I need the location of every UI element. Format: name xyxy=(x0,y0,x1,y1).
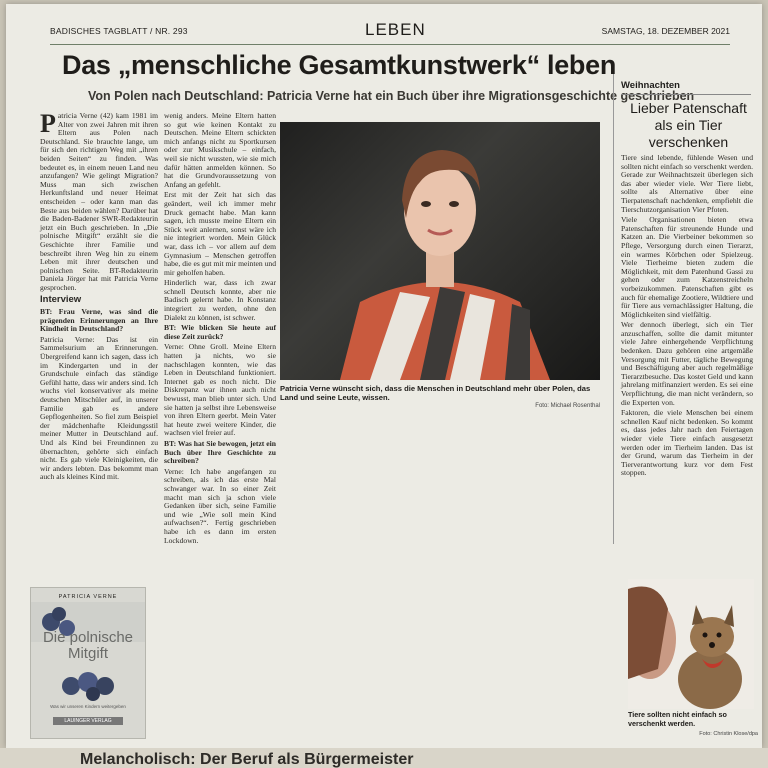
section-title: LEBEN xyxy=(365,20,426,39)
issue-date: SAMSTAG, 18. DEZEMBER 2021 xyxy=(601,26,730,36)
article-column-1 xyxy=(40,109,158,484)
masthead: BADISCHES TAGBLATT / NR. 293 xyxy=(50,26,188,36)
dog-illustration xyxy=(628,579,754,709)
dog-photo xyxy=(628,579,754,709)
sidebar-kicker: Weihnachten xyxy=(621,80,680,91)
book-cover xyxy=(30,587,146,739)
answer: Hinderlich war, dass ich zwar schnell Deutsch konnte, aber nie Badisch gelernt habe. In Konstanz integriert zu werden, ohne den Dialekt zu können, ist schwer. xyxy=(164,278,276,322)
sidebar-paragraph: Viele Organisationen bieten etwa Patenschaften für streunende Hunde und Katzen an. Die Vierbeiner bekommen so Pflege, Versorgung durch einen Tierarzt, ein warmes Körbchen oder Spielzeug. Viele Tierheime bieten zudem die Möglichkeit, mit dem Patenhund Gassi zu gehen oder zum Katzenstreicheln vorbeizukommen. Patenschaften gibt es auch für ehemalige Zootiere, Wildtiere und für Tiere aus vernachlässigter Haltung, die Möglichkeiten sind vielfältig. xyxy=(621,215,753,319)
drop-cap: P xyxy=(40,109,56,138)
answer: Patricia Verne: Das ist ein Sammelsurium an Erinnerungen. Übergreifend kann ich sagen, dass ich im Kindergarten und in der Grundschule einfach das ständige Gefühl hatte, dass wir anders sind. Ich wuchs viel konservativer als meine deutschen Mitschüler auf, in unserer Familie gab es andere Gepflogenheiten. So fiel zum Beispiel der mädchenhafte Kleidungsstil meiner Mutter in Deutschland auf. Und als Kind bei Freundinnen zu übernachten, gehörte sich einfach nicht. Es gab viele Kleinigkeiten, die wir anders lebten. Das bekommt man auch als kleines Kind mit. xyxy=(40,334,158,482)
dog-photo-credit: Foto: Christin Klose/dpa xyxy=(699,731,758,737)
answer: Verne: Ohne Groll. Meine Eltern hatten ja nichts, wo sie nachschlagen konnten, wie das Leben in Deutschland funktioniert. Internet gab es noch nicht. Die Diskrepanz war ihnen auch nicht bewusst, man blieb unter sich. Und sie hatten ja selbst ihre Lebensweise von ihren Eltern geerbt. Mein Vater hat heute zwei weitere Kinder, die wachsen viel freier auf. xyxy=(164,342,276,438)
sidebar-title: Lieber Patenschaft als ein Tier verschenken xyxy=(630,100,747,150)
article-subhead: Von Polen nach Deutschland: Patricia Verne hat ein Buch über ihre Migrationsgeschichte geschrieben xyxy=(88,89,695,103)
column-divider xyxy=(613,74,614,544)
portrait-illustration xyxy=(280,122,600,380)
next-page-strip xyxy=(0,748,768,768)
book-subtitle: Was wir unseren Kindern weitergeben xyxy=(50,704,126,709)
sidebar-paragraph: Wer dennoch überlegt, sich ein Tier anzuschaffen, sollte die damit mitunter viele Jahre einhergehende Verpflichtung bedenken. Dazu gehören eine artgemäße Versorgung mit Futter, tägliche Bewegung und Beschäftigung aber auch regelmäßige Tierarztbesuche. Das kostet Geld und kann jahrelang mitfinanziert werden. Es sei eine Verpflichtung, die man nicht verändern, so die Experten von. xyxy=(621,320,753,407)
article-column-2 xyxy=(164,112,276,547)
answer: Erst mit der Zeit hat sich das geändert, weil ich immer mehr Druck gemacht habe. Man kann sagen, ich musste meine Eltern ein Stück weit anlernen, sonst wäre ich nie integriert worden. Mein Glück war, dass ich – vor allem auf dem Gymnasium – Menschen getroffen habe, die es gut mit mir meinten und mir geholfen haben. xyxy=(164,190,276,277)
book-author: PATRICIA VERNE xyxy=(58,594,118,600)
page-header xyxy=(50,20,730,42)
interview-label: Interview xyxy=(40,294,82,306)
book-publisher: LAUINGER VERLAG xyxy=(53,717,123,725)
dog-photo-caption: Tiere sollten nicht einfach so verschenkt werden. xyxy=(628,710,727,728)
portrait-photo xyxy=(280,122,600,380)
next-page-headline: Melancholisch: Der Beruf als Bürgermeister xyxy=(80,751,414,768)
header-rule xyxy=(50,44,730,45)
photo-credit: Foto: Michael Rosenthal xyxy=(535,403,600,409)
question: BT: Frau Verne, was sind die prägenden Erinnerungen an Ihre Kindheit in Deutschland? xyxy=(40,307,158,334)
book-title: Die polnische Mitgift xyxy=(42,629,134,662)
newspaper-page xyxy=(6,4,762,748)
intro-paragraph: Patricia Verne (42) kam 1981 im Alter von zwei Jahren mit ihren Eltern aus Polen nach Deutschland. Sie brauchte lange, um für sich den richtigen Weg mit „ihren beiden Seiten“ zu finden. Was bedeutet es, in einem neuen Land neu anzufangen? Wie gelingt Migration? Muss man sich zwischen Herkunftsland und neuer Heimat entscheiden – oder kann man das Beste aus beiden wählen? Darüber hat die Baden-Badener SWR-Redakteurin jetzt ein Buch geschrieben. In „Die polnische Mitgift“ erzählt sie die Geschichte ihrer Familie und beschreibt ihren Weg hin zu einem Leben mit ihrer deutschen und polnischen Seite. BT-Redakteurin Daniela Jörger hat mit Patricia Verne gesprochen. xyxy=(40,109,158,292)
berries-bottom-illustration xyxy=(31,664,145,702)
answer: wenig anders. Meine Eltern hatten so gut wie keinen Kontakt zu Deutschen. Meine Eltern schickten mich anfangs nicht zu Sportkursen oder zur Musikschule – einfach, weil sie nicht wussten, wie sie mich dafür hätten anmelden können. So hat die Grundvoraussetzung von Anfang an gefehlt. xyxy=(164,111,276,189)
sidebar-paragraph: Faktoren, die viele Menschen bei einem schnellen Kauf nicht bedenken. So kommt es, dass jedes Jahr nach den Feiertagen wieder viele Tiere einfach ausgesetzt werden oder im Tierheim landen. Das ist der Grund, warum das Tierheim in der Tierverantwortung kurz vor dem Fest stoppen. xyxy=(621,408,753,478)
sidebar-rule xyxy=(621,94,751,95)
question: BT: Was hat Sie bewogen, jetzt ein Buch über Ihre Geschichte zu schreiben? xyxy=(164,438,276,466)
dog-body xyxy=(678,649,742,709)
photo-caption: Patricia Verne wünscht sich, dass die Menschen in Deutschland mehr über Polen, das Land und seine Leute, wissen. xyxy=(280,384,591,402)
article-headline: Das „menschliche Gesamtkunstwerk“ leben xyxy=(62,50,617,80)
sidebar-paragraph: Tiere sind lebende, fühlende Wesen und sollten nicht einfach so verschenkt werden. Gerade zur Weihnachtszeit überlegen sich das aber wieder viele. Wer Tiere liebt, sollte als Alternative über eine Tierpatenschaft nachdenken, empfiehlt die Tierschutzorganisation Vier Pfoten. xyxy=(621,153,753,214)
sidebar-body xyxy=(621,154,753,480)
answer: Verne: Ich habe angefangen zu schreiben, als ich das erste Mal schwanger war. In so einer Zeit macht man sich ja schon viele Gedanken über sich, seine Familie und wie „Wie soll mein Kind aufwachsen?“. Fertig geschrieben habe ich es dann im ersten Lockdown. xyxy=(164,466,276,545)
question: BT: Wie blicken Sie heute auf diese Zeit zurück? xyxy=(164,323,276,341)
